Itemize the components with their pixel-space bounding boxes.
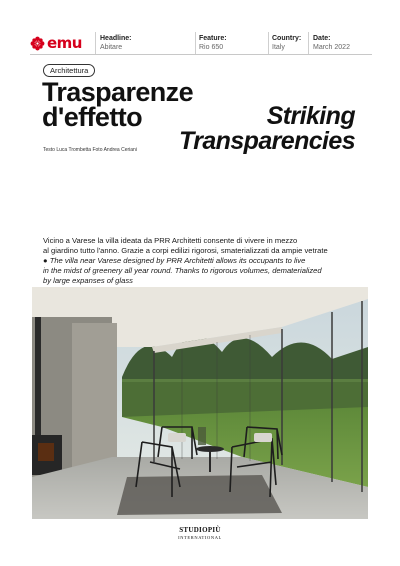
body-english-line: ● The villa near Varese designed by PRR Architetti allows its occupants to live <box>43 256 306 265</box>
body-english-line: by large expanses of glass <box>43 276 133 285</box>
meta-headline-label: Headline: <box>100 35 132 42</box>
title-italian-line: Trasparenze <box>42 77 193 107</box>
meta-country-label: Country: <box>272 35 302 42</box>
meta-headline-value: Abitare <box>100 44 123 51</box>
body-italian-line: Vicino a Varese la villa ideata da PRR Architetti consente di vivere in mezzo <box>43 236 298 245</box>
meta-headline <box>100 34 132 52</box>
body-english-line: in the midst of greenery all year round. Thanks to rigorous volumes, dematerialized <box>43 266 322 275</box>
meta-feature-value: Rio 650 <box>199 44 224 51</box>
category-badge: Architettura <box>43 64 95 77</box>
meta-feature <box>199 34 227 52</box>
meta-divider <box>95 32 96 54</box>
header-rule <box>30 54 372 55</box>
meta-date-label: Date: <box>313 35 331 42</box>
title-italian <box>42 77 193 132</box>
body-italian-line: al giardino tutto l'anno. Grazie a corpi edilizi rigorosi, smaterializzati da ampie vetrate <box>43 246 328 255</box>
villa-photo-illustration <box>32 287 368 519</box>
article-credits: Testo Luca Trombetta Foto Andrea Ceriani <box>43 147 137 153</box>
flower-logo-icon <box>30 36 45 51</box>
title-italian-line: d'effetto <box>42 102 143 132</box>
body-italian <box>43 236 363 256</box>
publisher-name: STUDIOPIÙ <box>179 526 221 534</box>
title-english <box>179 104 355 154</box>
title-english-line: Striking <box>266 102 355 130</box>
meta-divider <box>268 32 269 54</box>
meta-date-value: March 2022 <box>313 44 350 51</box>
publisher-subtitle: INTERNATIONAL <box>178 535 222 540</box>
meta-feature-label: Feature: <box>199 35 227 42</box>
publisher-logo <box>0 527 400 541</box>
meta-divider <box>308 32 309 54</box>
logo-text: emu <box>47 34 82 52</box>
emu-logo <box>30 34 82 52</box>
villa-photo <box>32 287 368 519</box>
title-english-line: Transparencies <box>179 127 355 155</box>
meta-divider <box>195 32 196 54</box>
body-english <box>43 256 363 286</box>
meta-country-value: Italy <box>272 44 285 51</box>
meta-country <box>272 34 301 52</box>
meta-date <box>313 34 350 52</box>
